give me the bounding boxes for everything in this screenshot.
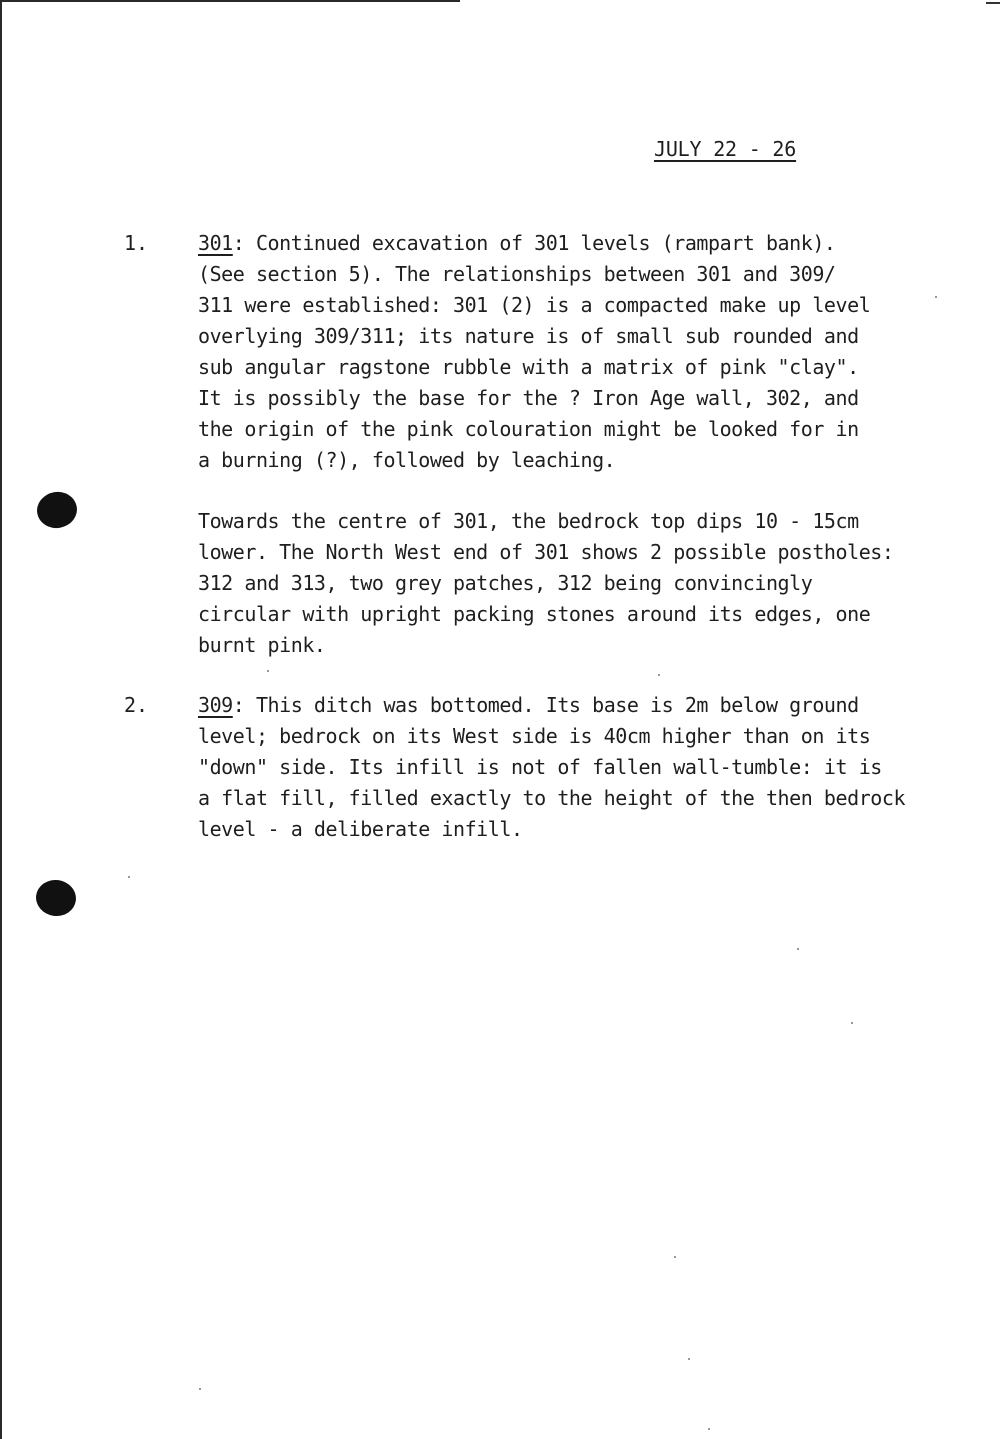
text-line: [198, 690, 958, 721]
text-line: level; bedrock on its West side is 40cm higher than on its: [198, 724, 871, 748]
scan-speck: [935, 296, 937, 298]
text-line: the origin of the pink colouration might be looked for in: [198, 417, 859, 441]
text-line: (See section 5). The relationships between 301 and 309/: [198, 262, 836, 286]
paragraph-301: [198, 228, 958, 476]
text-line: It is possibly the base for the ? Iron Age wall, 302, and: [198, 386, 859, 410]
context-ref-301: 301: [198, 231, 233, 255]
text-line: lower. The North West end of 301 shows 2 possible postholes:: [198, 540, 894, 564]
context-ref-309: 309: [198, 693, 233, 717]
text-line: 311 were established: 301 (2) is a compacted make up level: [198, 293, 871, 317]
text-line: "down" side. Its infill is not of fallen wall-tumble: it is: [198, 755, 882, 779]
page-corner-mark: [986, 2, 1000, 4]
page-top-edge: [0, 0, 460, 2]
scan-speck: [797, 948, 799, 950]
scan-speck: [708, 1428, 710, 1430]
text-line: overlying 309/311; its nature is of small sub rounded and: [198, 324, 859, 348]
text-line: 312 and 313, two grey patches, 312 being convincingly: [198, 571, 813, 595]
text-line: circular with upright packing stones around its edges, one: [198, 602, 871, 626]
scan-speck: [688, 1358, 690, 1360]
scan-speck: [128, 876, 130, 878]
scan-speck: [658, 674, 660, 676]
text-line: sub angular ragstone rubble with a matrix of pink "clay".: [198, 355, 859, 379]
punch-hole-lower: [34, 877, 79, 918]
text-line: Towards the centre of 301, the bedrock top dips 10 - 15cm: [198, 509, 859, 533]
scan-speck: [199, 1388, 201, 1390]
text-span: : This ditch was bottomed. Its base is 2m below ground: [232, 693, 859, 717]
page-left-edge: [0, 0, 2, 1439]
text-line: a burning (?), followed by leaching.: [198, 448, 616, 472]
text-line: level - a deliberate infill.: [198, 817, 523, 841]
text-span: : Continued excavation of 301 levels (rampart bank).: [232, 231, 836, 255]
item-number-2: 2.: [124, 693, 149, 717]
scan-speck: [267, 670, 269, 672]
paragraph-309: [198, 690, 958, 845]
text-line: burnt pink.: [198, 633, 326, 657]
item-number-1: 1.: [124, 231, 149, 255]
punch-hole-upper: [34, 489, 80, 531]
paragraph-postholes: [198, 506, 958, 661]
text-line: a flat fill, filled exactly to the height of the then bedrock: [198, 786, 906, 810]
scan-speck: [674, 1256, 676, 1258]
text-line: [198, 228, 958, 259]
date-heading: JULY 22 - 26: [654, 137, 797, 161]
scan-speck: [851, 1022, 853, 1024]
